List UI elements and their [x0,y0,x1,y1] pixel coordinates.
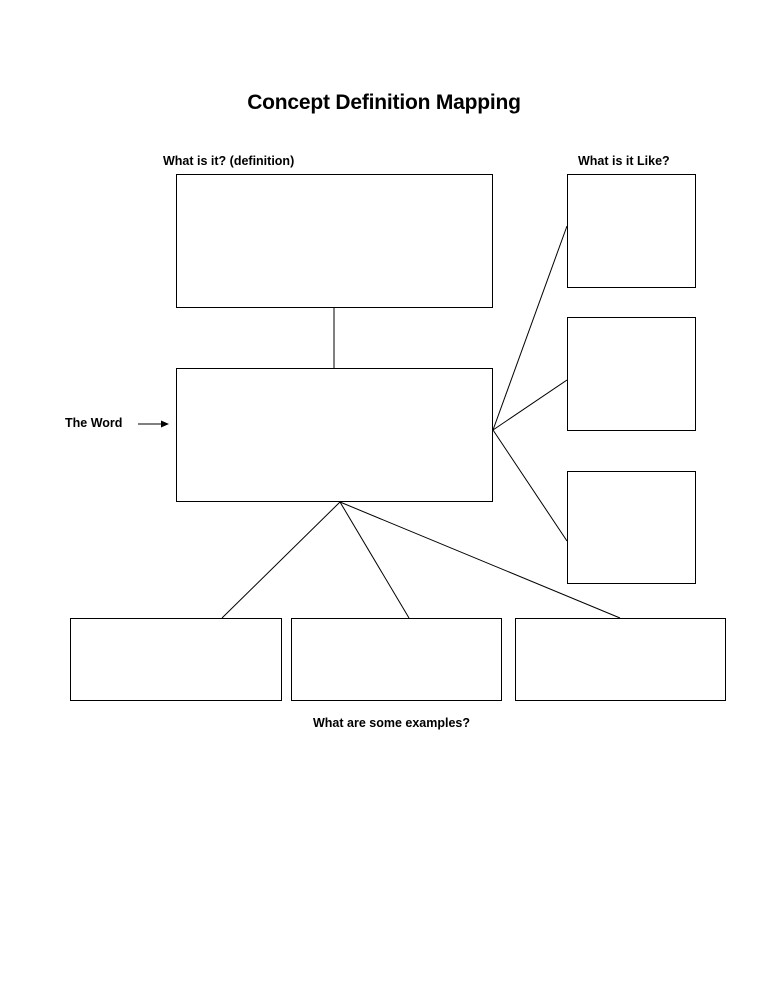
connector-word-example-1 [222,502,340,618]
the-word-label: The Word [65,416,123,430]
what-is-it-like-label: What is it Like? [578,154,670,168]
arrowhead-icon [161,421,169,428]
like-box-1 [567,174,696,288]
connector-word-example-2 [340,502,409,618]
connector-word-like-2 [493,380,567,430]
connector-word-like-3 [493,430,567,541]
example-box-2 [291,618,502,701]
like-box-2 [567,317,696,431]
page-title: Concept Definition Mapping [247,91,521,114]
example-box-3 [515,618,726,701]
word-box [176,368,493,502]
example-box-1 [70,618,282,701]
definition-label: What is it? (definition) [163,154,295,168]
examples-label: What are some examples? [313,716,471,730]
like-box-3 [567,471,696,584]
connector-word-like-1 [493,226,567,430]
definition-box [176,174,493,308]
